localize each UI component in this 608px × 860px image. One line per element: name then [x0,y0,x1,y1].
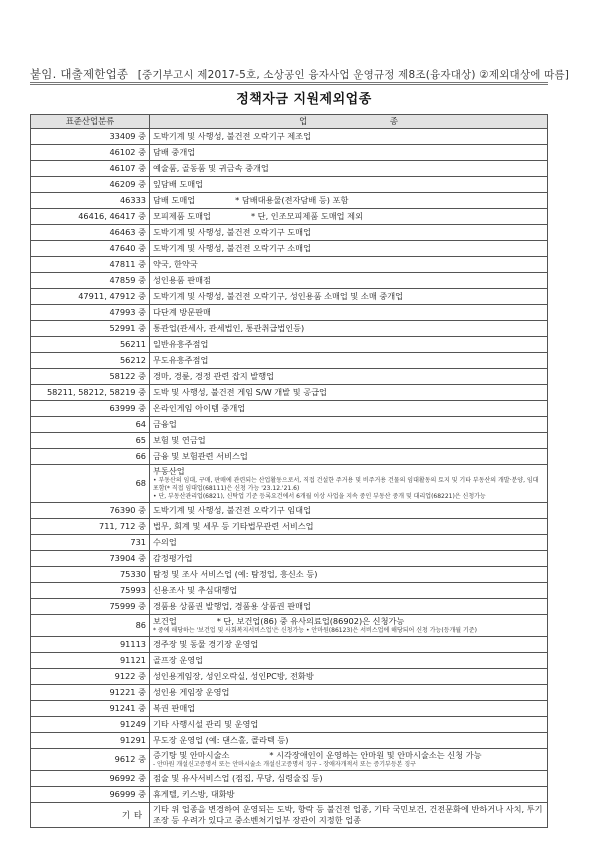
table-header-row [31,115,548,129]
industry-code: 91113 [31,637,150,653]
industry-code: 66 [31,449,150,465]
industry-name: 도박기계 및 사행성, 불건전 오락기구 소매업 [153,243,311,253]
industry-code: 46333 [31,193,150,209]
industry-code: 33409 중 [31,129,150,145]
industry-name: 복권 판매업 [153,703,196,713]
industry-code: 63999 중 [31,401,150,417]
industry-description [150,771,548,787]
table-row [31,449,548,465]
table-row [31,161,548,177]
table-row [31,637,548,653]
table-row [31,749,548,771]
industry-description [150,129,548,145]
table-row [31,535,548,551]
industry-description [150,177,548,193]
excluded-industries-table [30,114,548,828]
table-row [31,417,548,433]
industry-description [150,599,548,615]
table-row [31,353,548,369]
header-rule-double [30,84,548,85]
industry-name: 도박기계 및 사행성, 불건전 오락기구 임대업 [153,505,311,515]
industry-name: 온라인게임 아이템 중개업 [153,403,246,413]
industry-description [150,583,548,599]
industry-description [150,369,548,385]
industry-code: 47859 중 [31,273,150,289]
table-row [31,685,548,701]
table-row [31,337,548,353]
industry-code: 91221 중 [31,685,150,701]
industry-code: 91291 [31,733,150,749]
table-row [31,193,548,209]
industry-code: 96992 중 [31,771,150,787]
industry-code: 46107 중 [31,161,150,177]
industry-code: 75993 [31,583,150,599]
industry-code: 86 [31,615,150,637]
table-row [31,567,548,583]
industry-name: 부동산업 [153,466,185,476]
table-row [31,551,548,567]
industry-name: 성인용게임장, 성인오락실, 성인PC방, 전화방 [153,671,314,681]
industry-description [150,519,548,535]
table-row [31,209,548,225]
industry-name: 보험 및 연금업 [153,435,206,445]
industry-name: 담배 중개업 [153,147,196,157]
industry-code: 58211, 58212, 58219 중 [31,385,150,401]
industry-description [150,535,548,551]
table-row [31,385,548,401]
industry-code: 75330 [31,567,150,583]
industry-name: 무도유흥주점업 [153,355,209,365]
industry-code: 91121 [31,653,150,669]
industry-name: 골프장 운영업 [153,655,204,665]
industry-code: 47993 중 [31,305,150,321]
industry-subnote: * 중에 해당하는 '보건업 및 사회복지서비스업'은 신청가능 • 안마원(86123)은 서비스업에 해당되어 신청 가능(등개월 기준) [153,627,477,634]
industry-code: 711, 712 중 [31,519,150,535]
industry-description [150,669,548,685]
industry-name: 기타 위 업종을 변경하여 운영되는 도박, 향락 등 불건전 업종, 기타 국민보건, 건전문화에 반하거나 사치, 투기조장 등 우려가 있다고 중소벤처기업부 장관이 지정한 업종 [153,804,543,825]
industry-name: 기타 사행시설 관리 및 운영업 [153,719,259,729]
table-row [31,257,548,273]
industry-description [150,353,548,369]
industry-description [150,417,548,433]
industry-name: 약국, 한약국 [153,259,198,269]
industry-note: * 담배대용물(전자담배 등) 포함 [235,195,349,205]
industry-name: 도박 및 사행성, 불건전 게임 S/W 개발 및 공급업 [153,387,327,397]
industry-description [150,653,548,669]
attachment-label: 붙임. 대출제한업종 [30,67,129,81]
industry-subnote: - 안마원 개설신고증명서 또는 안마시술소 개설신고증명서 징구 - 장애자개적서 또는 증기부등본 징구 [153,761,416,768]
industry-subnote: • 단, 부동산관리업(6821), 신탁업 기준 등록요건에서 6개월 이상 사업을 지속 중인 부동산 중개 및 대리업(68221)은 신청가능 [153,493,486,500]
industry-code: 47640 중 [31,241,150,257]
industry-name: 일반유흥주점업 [153,339,209,349]
table-row [31,321,548,337]
industry-name: 도박기계 및 사행성, 불건전 오락기구 도매업 [153,227,311,237]
table-row [31,465,548,503]
industry-description [150,733,548,749]
industry-name: 성인용품 판매점 [153,275,211,285]
industry-description [150,273,548,289]
industry-name: 무도장 운영업 (예: 댄스홀, 콜라텍 등) [153,735,289,745]
industry-code: 76390 중 [31,503,150,519]
industry-description [150,145,548,161]
industry-name: 금융 및 보험관련 서비스업 [153,451,248,461]
industry-description [150,551,548,567]
table-row [31,145,548,161]
industry-code: 9612 중 [31,749,150,771]
industry-description [150,465,548,503]
industry-code: 56211 [31,337,150,353]
industry-description [150,701,548,717]
industry-code: 65 [31,433,150,449]
industry-name: 휴게텔, 키스방, 대화방 [153,789,235,799]
industry-name: 탐정 및 조사 서비스업 (예: 탐정업, 흥신소 등) [153,569,318,579]
industry-name: 도박기계 및 사행성, 불건전 오락기구 제조업 [153,131,311,141]
industry-name: 성인용 게임장 운영업 [153,687,230,697]
table-row [31,433,548,449]
industry-description [150,803,548,828]
industry-code: 47911, 47912 중 [31,289,150,305]
industry-description [150,209,548,225]
industry-code: 64 [31,417,150,433]
industry-name: 증기탕 및 안마시술소 [153,750,230,760]
industry-name: 잎담배 도매업 [153,179,204,189]
industry-description [150,225,548,241]
industry-code: 91241 중 [31,701,150,717]
table-row [31,273,548,289]
table-row [31,787,548,803]
industry-code: 75999 중 [31,599,150,615]
industry-name: 금융업 [153,419,177,429]
industry-code: 9122 중 [31,669,150,685]
industry-note: * 단, 인조모피제품 도매업 제외 [250,211,363,221]
industry-code: 46463 중 [31,225,150,241]
table-row [31,701,548,717]
table-row [31,401,548,417]
industry-note: * 시각장애인이 운영하는 안마원 및 안마시술소는 신청 가능 [269,750,482,760]
table-row [31,289,548,305]
table-row [31,599,548,615]
table-row [31,129,548,145]
table-row [31,583,548,599]
industry-code: 91249 [31,717,150,733]
industry-description [150,305,548,321]
page-title: 정책자금 지원제외업종 [236,92,372,107]
table-row [31,369,548,385]
industry-name: 경마, 경륜, 경정 관련 잡지 발행업 [153,371,275,381]
industry-description [150,289,548,305]
industry-name: 예술품, 골동품 및 귀금속 중개업 [153,163,269,173]
industry-code: 52991 중 [31,321,150,337]
table-row [31,503,548,519]
industry-description [150,615,548,637]
industry-name: 통관업(관세사, 관세법인, 통관취급법인등) [153,323,305,333]
industry-description [150,567,548,583]
industry-note: * 단, 보건업(86) 중 유사의료업(86902)은 신청가능 [216,616,405,626]
industry-description [150,717,548,733]
industry-description [150,337,548,353]
industry-name: 경품용 상품권 발행업, 경품용 상품권 판매업 [153,601,311,611]
industry-name: 신용조사 및 추심대행업 [153,585,238,595]
table-row [31,519,548,535]
industry-name: 담배 도매업 [153,195,196,205]
industry-name: 감정평가업 [153,553,193,563]
table-row [31,733,548,749]
industry-description [150,241,548,257]
table-row [31,653,548,669]
industry-code: 96999 중 [31,787,150,803]
industry-description [150,433,548,449]
industry-description [150,449,548,465]
industry-code: 46209 중 [31,177,150,193]
industry-description [150,401,548,417]
industry-subnote: • 부동산의 임대, 구매, 판매에 관련되는 산업활동으로서, 직접 건설한 주거용 및 비주거용 건물의 임대활동의 토지 및 기타 부동산의 개발·분양, 임대 포함(* 직접 임대업(68111)은 신청 가능 '23.12.'21.6) [153,477,539,492]
industry-code: 58122 중 [31,369,150,385]
industry-name: 다단계 방문판매 [153,307,211,317]
column-header-industry: 업 종 [150,115,548,129]
industry-name: 경주장 및 동물 경기장 운영업 [153,639,259,649]
industry-code: 46416, 46417 중 [31,209,150,225]
industry-description [150,257,548,273]
industry-code: 47811 중 [31,257,150,273]
table-row [31,177,548,193]
column-header-code: 표준산업분류 [31,115,150,129]
header-rule [30,82,548,83]
industry-code: 73904 중 [31,551,150,567]
industry-description [150,193,548,209]
industry-name: 보건업 [153,616,177,626]
industry-code: 68 [31,465,150,503]
industry-description [150,503,548,519]
industry-description [150,385,548,401]
industry-code: 46102 중 [31,145,150,161]
table-row [31,225,548,241]
industry-name: 점술 및 유사서비스업 (점집, 무당, 심령술집 등) [153,773,323,783]
regulation-note: [중기부고시 제2017-5호, 소상공인 융자사업 운영규정 제8조(융자대상) ②제외대상에 따름] [137,69,570,81]
industry-name: 법무, 회계 및 세무 등 기타법무관련 서비스업 [153,521,314,531]
industry-code: 기타 [31,803,150,828]
industry-code: 56212 [31,353,150,369]
industry-description [150,161,548,177]
industry-code: 731 [31,535,150,551]
industry-description [150,321,548,337]
table-row [31,717,548,733]
industry-description [150,787,548,803]
table-row [31,771,548,787]
document-header [30,66,569,82]
industry-name: 도박기계 및 사행성, 불건전 오락기구, 성인용품 소매업 및 소매 중개업 [153,291,404,301]
industry-description [150,749,548,771]
industry-description [150,685,548,701]
table-row [31,803,548,828]
table-row [31,305,548,321]
table-row [31,241,548,257]
industry-name: 수의업 [153,537,177,547]
table-row [31,669,548,685]
industry-description [150,637,548,653]
industry-name: 모피제품 도매업 [153,211,211,221]
table-row [31,615,548,637]
table-body [31,129,548,828]
